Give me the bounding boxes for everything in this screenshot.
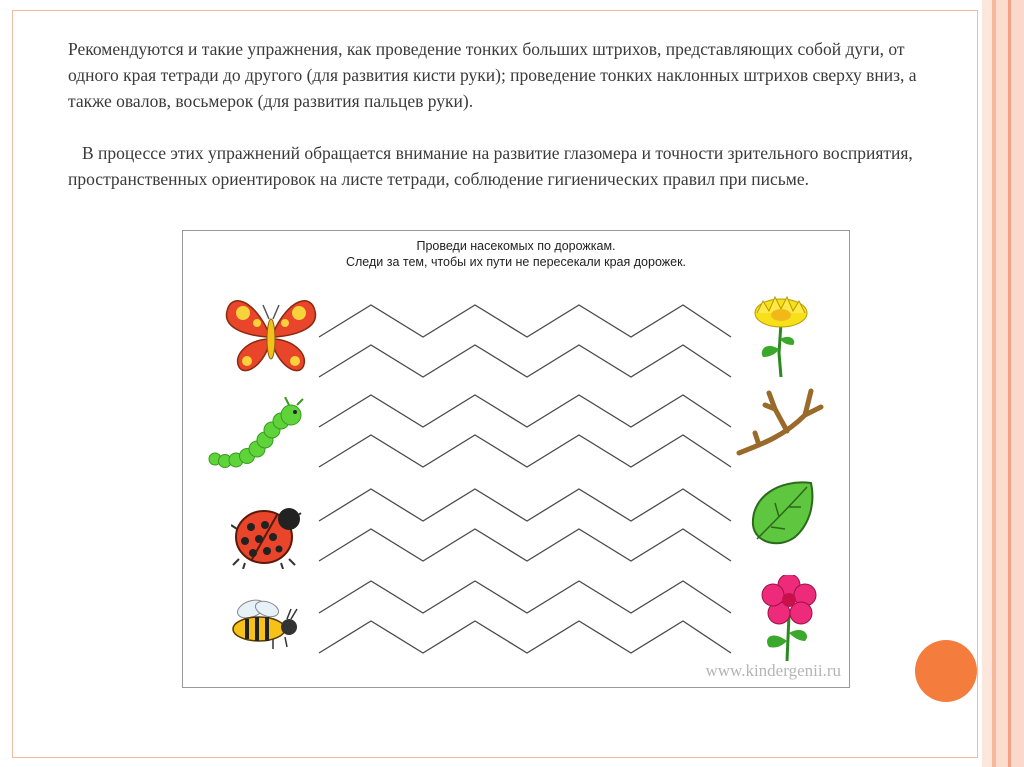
track-line [319, 395, 731, 427]
track-line [319, 581, 731, 613]
worksheet-instruction: Следи за тем, чтобы их пути не пересекали края дорожек. [345, 255, 687, 269]
ladybug-icon [231, 499, 303, 569]
flower-yellow-icon [751, 293, 811, 379]
branch-icon [735, 385, 827, 461]
leaf-icon [749, 477, 819, 549]
decor-stripe [982, 0, 992, 767]
watermark: www.kindergenii.ru [705, 661, 841, 680]
track-line [319, 621, 731, 653]
decor-circle [915, 640, 977, 702]
decor-stripe [996, 0, 1008, 767]
decor-stripe [1011, 0, 1024, 767]
track-line [319, 345, 731, 377]
worksheet [182, 230, 850, 688]
butterfly-icon [223, 293, 319, 377]
track-line [319, 305, 731, 337]
bee-icon [229, 597, 305, 653]
paragraph-2: В процессе этих упражнений обращается внимание на развитие глазомера и точности зрительного восприятия, пространственных ориентировок на листе тетради, соблюдение гигиенических правил при письме. [68, 143, 913, 189]
track-line [319, 489, 731, 521]
paragraph-1: Рекомендуются и такие упражнения, как проведение тонких больших штрихов, представляющих собой дуги, от одного края тетради до другого (для развития кисти руки); проведение тонких наклонных штрихов сверху вниз, а также овалов, восьмерок (для развития пальцев руки). [68, 39, 917, 111]
flower-pink-icon [753, 575, 823, 665]
track-line [319, 435, 731, 467]
worksheet-title: Проведи насекомых по дорожкам. [416, 239, 616, 253]
track-line [319, 529, 731, 561]
caterpillar-icon [205, 397, 311, 473]
